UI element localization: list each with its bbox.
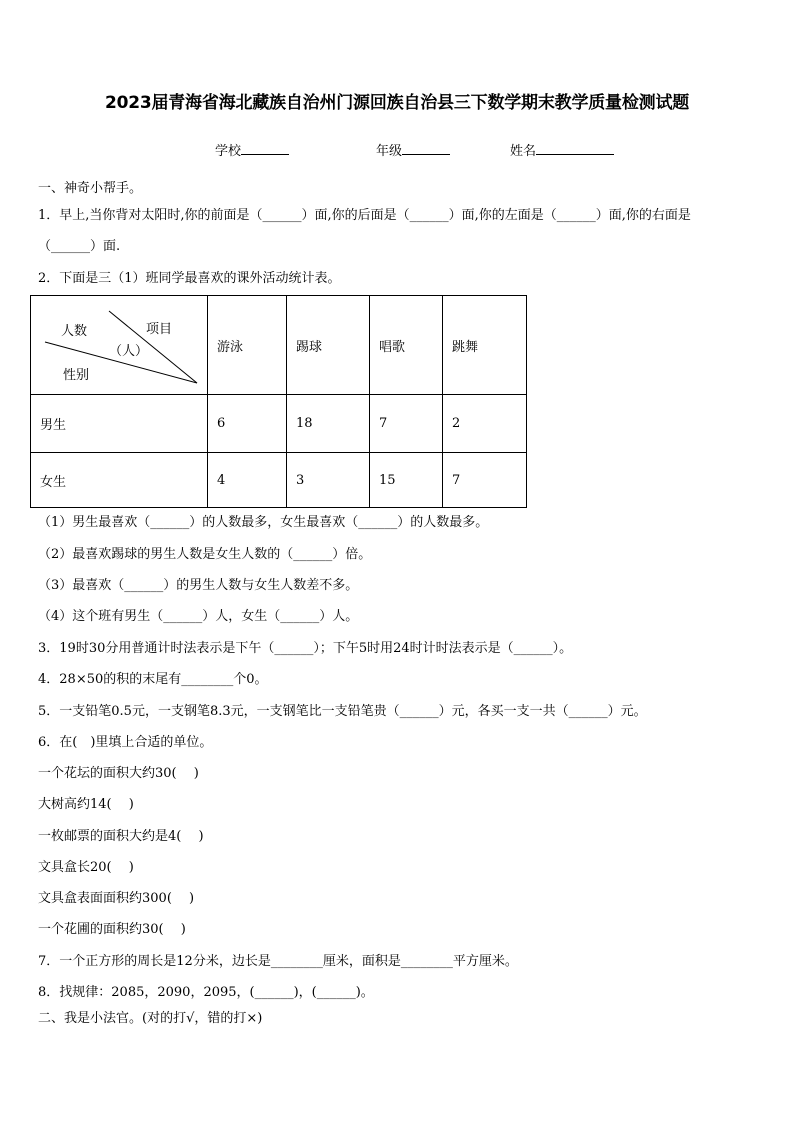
table-row-boys [31, 395, 527, 453]
grade-field [376, 140, 450, 159]
question-1-line-2: （______）面. [38, 239, 121, 254]
question-6-item: 一枚邮票的面积大约是4( ) [38, 829, 204, 844]
activity-table [30, 295, 527, 508]
table-cell: 6 [208, 395, 287, 453]
header-unit-label: （人） [109, 344, 149, 359]
name-blank[interactable] [536, 142, 614, 155]
question-6-item: 文具盒长20( ) [38, 860, 134, 875]
question-2-sub-4: （4）这个班有男生（______）人，女生（______）人。 [38, 609, 359, 624]
school-blank[interactable] [241, 142, 289, 155]
question-6-item: 文具盒表面面积约300( ) [38, 891, 195, 906]
name-label: 姓名 [510, 144, 537, 159]
question-4: 4．28×50的积的末尾有________个0。 [38, 672, 268, 687]
diagonal-header-cell [31, 296, 208, 395]
table-cell: 4 [208, 453, 287, 508]
question-2-sub-2: （2）最喜欢踢球的男生人数是女生人数的（______）倍。 [38, 547, 372, 562]
question-5: 5．一支铅笔0.5元，一支钢笔8.3元，一支钢笔比一支铅笔贵（______）元，各买一支一共（______）元。 [38, 704, 647, 719]
question-6-item: 大树高约14( ) [38, 797, 134, 812]
question-2-sub-3: （3）最喜欢（______）的男生人数与女生人数差不多。 [38, 578, 359, 593]
table-cell: 3 [287, 453, 370, 508]
header-item-label: 项目 [146, 322, 173, 337]
page-title: 2023届青海省海北藏族自治州门源回族自治县三下数学期末教学质量检测试题 [104, 93, 690, 113]
question-2-sub-1: （1）男生最喜欢（______）的人数最多，女生最喜欢（______）的人数最多。 [38, 515, 489, 530]
question-7: 7．一个正方形的周长是12分米，边长是________厘米，面积是________平方厘米。 [38, 954, 518, 969]
row-label-girls: 女生 [31, 453, 208, 508]
question-6-item: 一个花坛的面积大约30( ) [38, 766, 199, 781]
question-6-intro: 6．在( )里填上合适的单位。 [38, 735, 213, 750]
header-gender-label: 性别 [63, 368, 90, 383]
school-field [215, 140, 289, 159]
header-count-label: 人数 [61, 324, 88, 339]
column-header-swimming: 游泳 [208, 296, 287, 395]
section-heading-2: 二、我是小法官。(对的打√，错的打×) [38, 1011, 263, 1026]
table-header-row [31, 296, 527, 395]
grade-blank[interactable] [402, 142, 450, 155]
table-row-girls [31, 453, 527, 508]
section-heading-1: 一、神奇小帮手。 [38, 181, 143, 196]
column-header-football: 踢球 [287, 296, 370, 395]
table-cell: 18 [287, 395, 370, 453]
question-6-item: 一个花圃的面积约30( ) [38, 922, 186, 937]
column-header-singing: 唱歌 [370, 296, 443, 395]
table-cell: 7 [370, 395, 443, 453]
name-field [510, 140, 614, 159]
table-cell: 2 [443, 395, 527, 453]
question-2-intro: 2．下面是三（1）班同学最喜欢的课外活动统计表。 [38, 271, 341, 286]
grade-label: 年级 [376, 144, 403, 159]
column-header-dancing: 跳舞 [443, 296, 527, 395]
question-1-line-1: 1．早上,当你背对太阳时,你的前面是（______）面,你的后面是（______）面,你的左面是（______）面,你的右面是 [38, 208, 691, 223]
table-cell: 15 [370, 453, 443, 508]
row-label-boys: 男生 [31, 395, 208, 453]
school-label: 学校 [215, 144, 242, 159]
question-3: 3．19时30分用普通计时法表示是下午（______）；下午5时用24时计时法表示是（______）。 [38, 641, 573, 656]
table-cell: 7 [443, 453, 527, 508]
question-8: 8．找规律：2085，2090，2095，(______)，(______)。 [38, 985, 374, 1000]
